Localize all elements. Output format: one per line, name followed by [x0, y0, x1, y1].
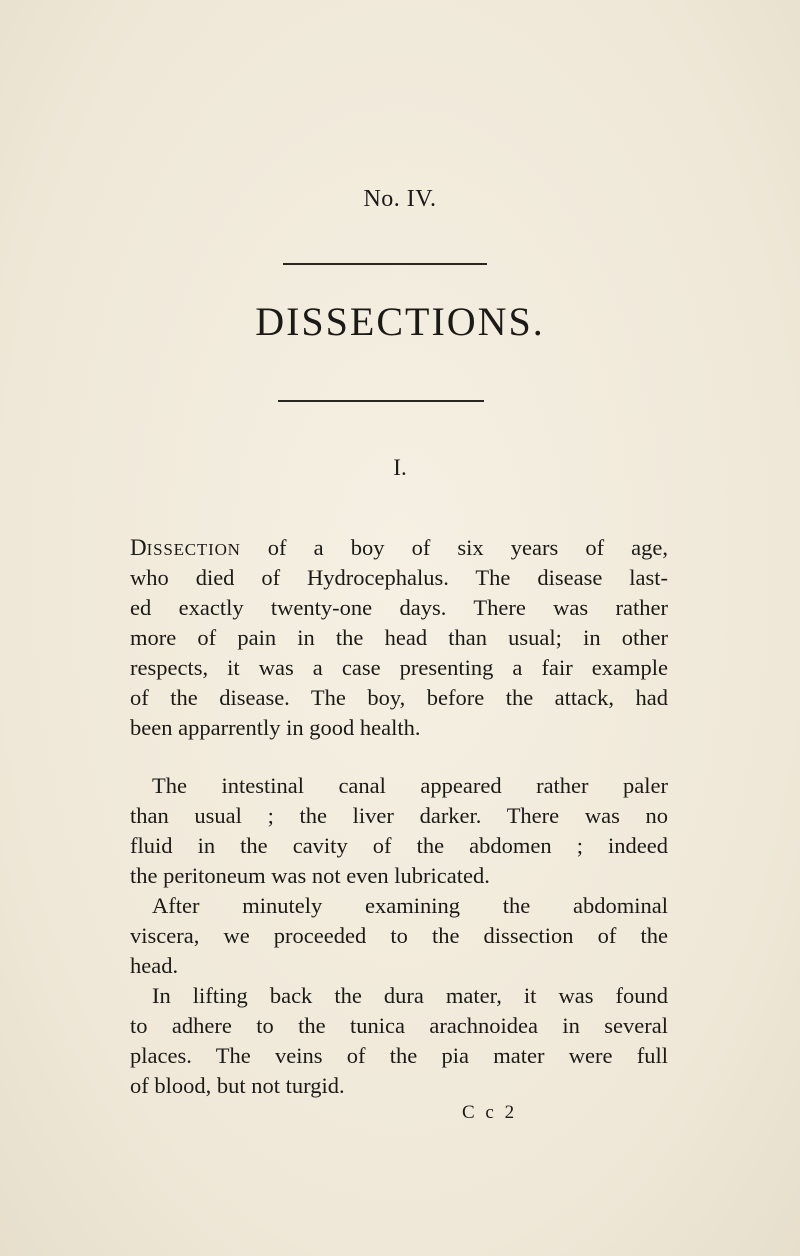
paragraph-line: fluid in the cavity of the abdomen ; indeed	[130, 833, 668, 858]
top-rule	[283, 263, 487, 265]
paragraph-line: In lifting back the dura mater, it was found	[152, 983, 668, 1008]
signature-mark: C c 2	[462, 1102, 518, 1123]
bottom-rule	[278, 400, 484, 402]
paragraph-line: to adhere to the tunica arachnoidea in several	[130, 1013, 668, 1038]
paragraph-line: ed exactly twenty-one days. There was rather	[130, 595, 668, 620]
paragraph-line: of blood, but not turgid.	[130, 1073, 345, 1098]
paragraph-line: respects, it was a case presenting a fair example	[130, 655, 668, 680]
paragraph-line: who died of Hydrocephalus. The disease last-	[130, 565, 668, 590]
section-number: No. IV.	[363, 186, 437, 212]
paragraph-line: more of pain in the head than usual; in other	[130, 625, 668, 650]
paragraph-line: the peritoneum was not even lubricated.	[130, 863, 490, 888]
paragraph-line: The intestinal canal appeared rather paler	[152, 773, 668, 798]
paragraph-line: than usual ; the liver darker. There was no	[130, 803, 668, 828]
line-text: of a boy of six years of age,	[240, 535, 668, 560]
paragraph-line: head.	[130, 953, 179, 978]
small-caps-initial: D	[130, 535, 147, 560]
paragraph-line: been apparrently in good health.	[130, 715, 421, 740]
paragraph-line: viscera, we proceeded to the dissection of the	[130, 923, 668, 948]
page-title: DISSECTIONS.	[255, 299, 545, 344]
paragraph-line: places. The veins of the pia mater were full	[130, 1043, 668, 1068]
paragraph-line	[130, 533, 668, 565]
subsection-numeral: I.	[393, 455, 407, 480]
small-caps-word: ISSECTION	[146, 540, 241, 559]
paragraph-line: of the disease. The boy, before the attack, had	[130, 685, 668, 710]
paragraph-line: After minutely examining the abdominal	[152, 893, 668, 918]
